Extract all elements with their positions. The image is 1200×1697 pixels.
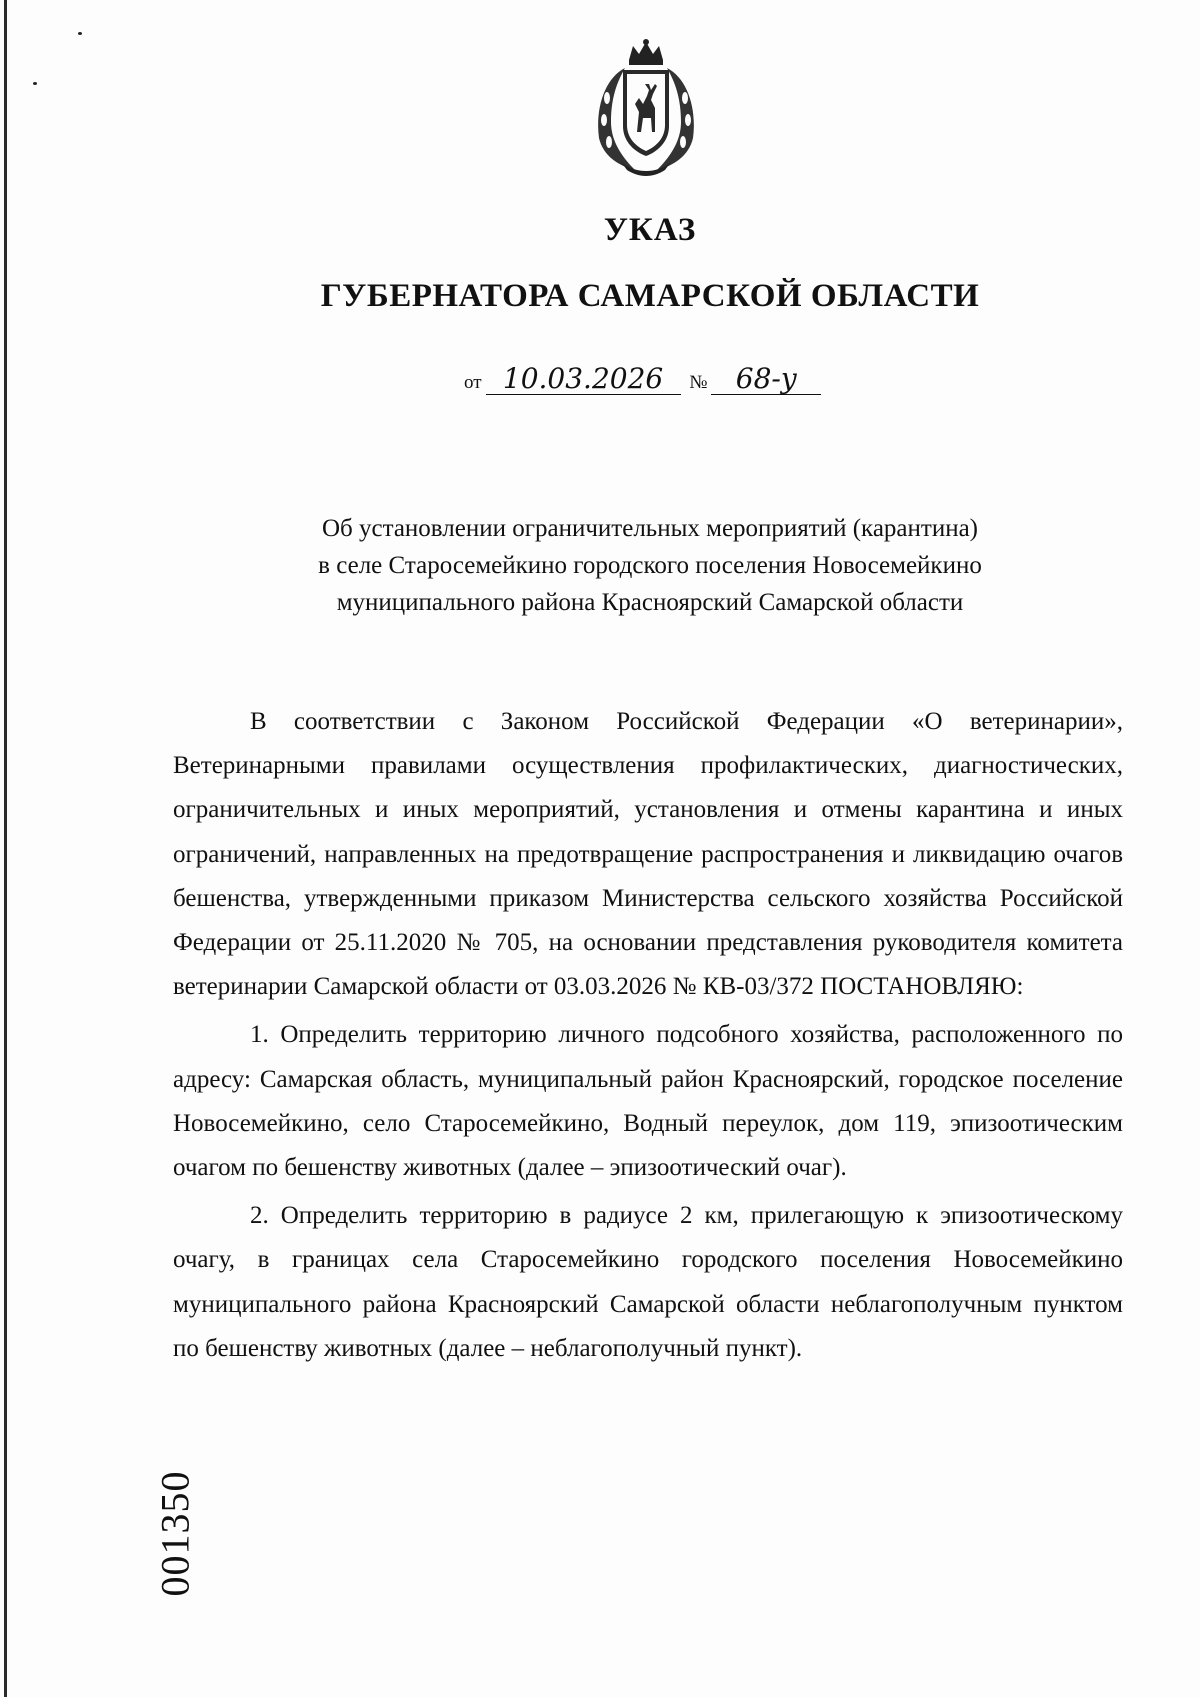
document-type-title: УКАЗ (603, 212, 697, 248)
serial-number-stamp: 001350 (152, 1470, 198, 1597)
subject-line: муниципального района Красноярский Самарской области (336, 589, 964, 616)
subject-line: в селе Старосемейкино городского поселения Новосемейкино (318, 552, 982, 579)
date-value: 10.03.2026 (486, 365, 681, 395)
scan-edge-line (4, 0, 7, 1697)
date-prefix: от (464, 372, 482, 393)
coat-of-arms-icon (585, 38, 707, 178)
clause-1-paragraph: 1. Определить территорию личного подсобного хозяйства, расположенного по адресу: Самарская область, муниципальный район Красноярский, городское поселение Новосемейкино, село Старосемейкино, Водный переулок, дом 119, эпизоотическим очагом по бешенству животных (далее – эпизоотический очаг). (173, 1021, 1123, 1182)
issuer-title: ГУБЕРНАТОРА САМАРСКОЙ ОБЛАСТИ (320, 278, 980, 314)
number-value: 68-у (711, 365, 821, 395)
scan-speck (78, 32, 82, 35)
clause-2-paragraph: 2. Определить территорию в радиусе 2 км, прилегающую к эпизоотическому очагу, в границах села Старосемейкино городского поселения Новосемейкино муниципального района Красноярский Самарской области неблагополучным пунктом по бешенству животных (далее – неблагополучный пункт). (173, 1202, 1123, 1362)
document-body (173, 700, 1123, 1375)
scan-speck (33, 82, 37, 85)
number-prefix: № (689, 372, 708, 393)
subject-line: Об установлении ограничительных мероприятий (карантина) (321, 515, 979, 542)
document-subject (0, 510, 1200, 621)
date-number-line (460, 362, 821, 395)
preamble-paragraph: В соответствии с Законом Российской Федерации «О ветеринарии», Ветеринарными правилами осуществления профилактических, диагностических, ограничительных и иных мероприятий, установления и отмены карантина и иных ограничений, направленных на предотвращение распространения и ликвидацию очагов бешенства, утвержденными приказом Министерства сельского хозяйства Российской Федерации от 25.11.2020 № 705, на основании представления руководителя комитета ветеринарии Самарской области от 03.03.2026 № КВ-03/372 ПОСТАНОВЛЯЮ: (173, 708, 1123, 1001)
